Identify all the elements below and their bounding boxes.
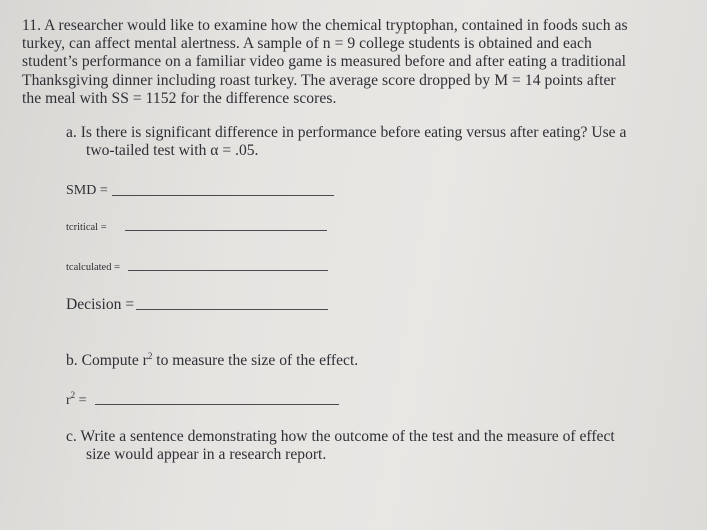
question-a xyxy=(66,124,626,160)
question-a-line: two-tailed test with α = .05. xyxy=(86,142,259,160)
decision-answer-blank[interactable] xyxy=(136,309,328,310)
question-b-exponent: 2 xyxy=(147,351,153,361)
tcritical-label: tcritical = xyxy=(66,222,107,233)
tcalculated-label: tcalculated = xyxy=(66,262,121,273)
tcritical-answer-blank[interactable] xyxy=(125,230,327,231)
decision-label: Decision = xyxy=(66,296,135,313)
tcalculated-row xyxy=(66,262,328,273)
question-c xyxy=(66,428,615,464)
problem-line: turkey, can affect mental alertness. A sample of n = 9 college students is obtained and each xyxy=(22,35,592,53)
problem-line: 11. A researcher would like to examine how the chemical tryptophan, contained in foods such as xyxy=(22,17,628,34)
problem-line: Thanksgiving dinner including roast turkey. The average score dropped by M = 14 points after xyxy=(22,71,616,89)
question-b-text-rest: to measure the size of the effect. xyxy=(152,352,359,369)
problem-statement xyxy=(22,17,702,108)
tcritical-row xyxy=(66,222,327,233)
r-squared-row xyxy=(66,390,339,409)
problem-line: student’s performance on a familiar video game is measured before and after eating a traditional xyxy=(22,53,627,71)
smd-row xyxy=(66,183,334,199)
question-b-text: b. Compute r xyxy=(66,352,148,369)
decision-row xyxy=(66,296,328,314)
r-squared-label: $r^2$ = xyxy=(66,390,87,408)
problem-line: the meal with SS = 1152 for the difference scores. xyxy=(22,89,337,107)
smd-label: SMD = xyxy=(66,183,108,198)
smd-answer-blank[interactable] xyxy=(112,195,334,196)
question-c-line: size would appear in a research report. xyxy=(86,446,327,464)
question-a-line: a. Is there is significant difference in performance before eating versus after eating? Use a xyxy=(66,124,627,141)
question-c-line: c. Write a sentence demonstrating how the outcome of the test and the measure of effect xyxy=(66,428,615,445)
tcalculated-answer-blank[interactable] xyxy=(128,270,328,271)
question-b xyxy=(66,352,358,370)
r-squared-answer-blank[interactable] xyxy=(95,404,339,405)
